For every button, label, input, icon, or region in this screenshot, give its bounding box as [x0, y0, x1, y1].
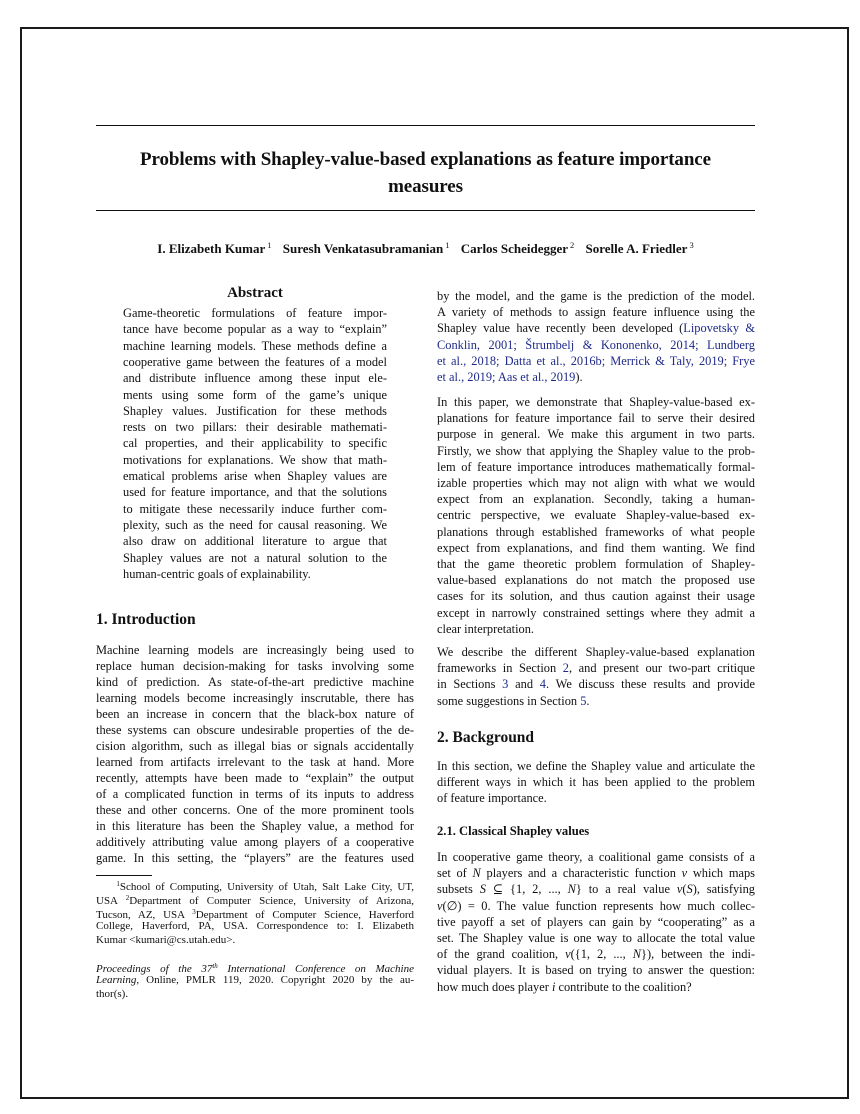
author-list [96, 240, 755, 257]
title-line: Problems with Shapley-value-based explanations as feature importance [140, 149, 711, 170]
text-line: machine learning models. These methods define a [123, 338, 387, 353]
author: Suresh Venkatasubramanian $^1$ [282, 240, 450, 256]
text-line: ematical problems arise when Shapley values are [123, 469, 387, 483]
text-line: Shapley value have recently been developed (Lipovetsky & [437, 321, 755, 336]
text-line: vidual players. It is based on trying to answer the question: [437, 963, 755, 978]
text-line: of the grand coalition, v({1, 2, ..., N}), between the indi- [437, 947, 756, 962]
text-line: Shapley values. Justification for these methods [123, 403, 387, 418]
paper-title [96, 146, 755, 200]
text-line: tive payoff a set of players can gain by “cooperating” as a [437, 914, 755, 929]
citation-link[interactable]: et al., 2018; Datta et al., 2016b; Merrick & Taly, 2019; Frye [437, 353, 755, 368]
author: I. Elizabeth Kumar $^1$ [157, 240, 272, 256]
text-line: how much does player i contribute to the coalition? [437, 979, 692, 994]
text-line: these and other concerns. One of the more prominent tools [96, 803, 414, 817]
proceedings-line: thor(s). [96, 988, 129, 1000]
text-line: been an increase in concern that the black-box nature of [96, 707, 414, 721]
section-heading-background: 2. Background [437, 729, 535, 746]
text-line: expect from an explanation. Secondly, taking a human- [437, 492, 755, 507]
text-line: Game-theoretic formulations of feature impor- [123, 306, 387, 320]
text-line: In this paper, we demonstrate that Shapley-value-based ex- [437, 395, 755, 409]
text-line: tance have become popular as a way to “explain” [123, 322, 387, 337]
text-line: different ways in which it has been applied to the problem [437, 775, 755, 790]
text-line: in this literature has been the Shapley value, a method for [96, 819, 414, 833]
title-line: measures [388, 176, 463, 197]
text-line: and distribute influence among these input ele- [123, 371, 387, 386]
text-line: Machine learning models are increasingly being used to [96, 643, 414, 657]
text-line: to mitigate these necessarily induce further com- [123, 501, 387, 516]
text-line: motivations for explanations. We show that math- [123, 452, 387, 467]
proceedings-line: Proceedings of the 37th International Conference on Machine [96, 962, 414, 975]
text-line: et al., 2019; Aas et al., 2019). [437, 370, 583, 384]
text-line: cision algorithm, such as illegal bias or signals accidentally [96, 739, 414, 753]
proceedings-line: Learning, Online, PMLR 119, 2020. Copyright 2020 by the au- [96, 974, 414, 986]
text-line: of feature importance. [437, 791, 547, 806]
text-line: lem of feature importance introduces mathematically formal- [437, 459, 755, 474]
text-line: plexity, such as the need for causal reasoning. We [123, 517, 387, 532]
text-line: also draw on additional literature to argue that [123, 534, 387, 549]
footnote-correspondence: Kumar <kumari@cs.utah.edu>. [96, 934, 236, 946]
text-line: Shapley values are not a natural solution to the [123, 550, 387, 565]
footnote-rule [96, 875, 152, 876]
text-line: learned from artifacts irrelevant to the task at hand. More [96, 755, 414, 769]
text-line: Firstly, we show that applying the Shapley value to the prob- [437, 443, 755, 458]
text-line: set of N players and a characteristic function v which maps [437, 866, 755, 881]
section-ref-link[interactable]: 4 [539, 677, 546, 692]
section-ref-link[interactable]: 3 [502, 677, 509, 692]
title-bottom-rule [96, 210, 755, 211]
text-line: used for feature importance, and that the solutions [123, 485, 387, 500]
text-line: of a complicated function in terms of its inputs to address [96, 787, 414, 801]
title-top-rule [96, 125, 755, 126]
text-line: cal properties, and their applicability to specific [123, 436, 387, 451]
section-heading-introduction: 1. Introduction [96, 611, 196, 628]
text-line: subsets S ⊆ {1, 2, ..., N} to a real value v(S), satisfying [437, 882, 755, 897]
text-line: purpose in general. We make this argument in two parts. [437, 427, 755, 442]
text-line: A variety of methods to assign feature influence using the [437, 305, 755, 320]
text-line: by the model, and the game is the prediction of the model. [437, 289, 755, 303]
text-line: We describe the different Shapley-value-based explanation [437, 645, 755, 659]
text-line: v(∅) = 0. The value function represents how much collec- [437, 898, 755, 913]
text-line: kind of prediction. As state-of-the-art predictive machine [96, 675, 414, 689]
text-line: human-centric goals of explainability. [123, 566, 311, 581]
citation-link[interactable]: Lipovetsky & [683, 321, 755, 336]
section-ref-link[interactable]: 5 [580, 693, 587, 708]
footnote-line: Tucson, AZ, USA $^3$Department of Computer Science, Haverford [96, 908, 415, 921]
footnote-line: USA $^2$Department of Computer Science, University of Arizona, [96, 894, 415, 907]
section-ref-link[interactable]: 2 [562, 661, 569, 676]
text-line: In this section, we define the Shapley value and articulate the [437, 759, 755, 773]
text-line: some suggestions in Section 5. [437, 693, 590, 708]
text-line: additively attributing value among players of a cooperative [96, 835, 414, 849]
text-line: In cooperative game theory, a coalitional game consists of a [437, 850, 755, 864]
text-line: izable properties which may not align with what we would [437, 476, 755, 490]
text-line: expect from explanations, and find them wanting. We find [437, 540, 755, 555]
citation-link[interactable]: et al., 2019; Aas et al., 2019 [437, 370, 576, 384]
text-line: centric perspective, we evaluate Shapley-value-based ex- [437, 508, 755, 523]
text-line: in Sections 3 and 4. We discuss these results and provide [437, 677, 755, 692]
text-line: frameworks in Section 2, and present our two-part critique [437, 661, 755, 676]
text-line: planations for feature importance fail to serve their desired [437, 411, 755, 426]
text-line: except in narrowly constrained settings where they admit a [437, 605, 755, 620]
text-line: value-based explanations do not match the proposed use [437, 573, 755, 588]
text-line: planations through established frameworks of what people [437, 524, 755, 539]
author: Carlos Scheidegger $^2$ [460, 240, 575, 256]
text-line: cases for its solution, and thus caution against their usage [437, 589, 755, 604]
text-line: replace human decision-making for tasks involving some [96, 659, 414, 673]
footnote-line: College, Haverford, PA, USA. Correspondence to: I. Elizabeth [96, 920, 414, 932]
text-line: ments using some form of the game’s unique [123, 387, 387, 402]
text-line: rests on two pillars: their desirable mathemati- [123, 420, 387, 435]
abstract-heading: Abstract [227, 285, 283, 301]
text-line: set. The Shapley value is one way to allocate the total value [437, 931, 755, 945]
author: Sorelle A. Friedler $^3$ [585, 240, 694, 256]
text-line: learning models become increasingly inscrutable, there has [96, 691, 414, 705]
text-line: recently, attempts have been made to “explain” the output [96, 771, 414, 785]
footnote-line: $^1$School of Computing, University of Utah, Salt Lake City, UT, [116, 880, 414, 893]
text-line: that the game theoretic problem formulation of Shapley- [437, 557, 755, 571]
subsection-heading-classical-shapley: 2.1. Classical Shapley values [437, 824, 590, 838]
text-line: these systems can obscure undesirable properties of the de- [96, 723, 414, 737]
text-line: clear interpretation. [437, 621, 535, 636]
citation-link[interactable]: Conklin, 2001; Štrumbelj & Kononenko, 2014; Lundberg [437, 337, 755, 352]
text-line: cooperative game between the features of a model [123, 354, 387, 369]
text-line: game. In this setting, the “players” are the features used [96, 851, 414, 865]
